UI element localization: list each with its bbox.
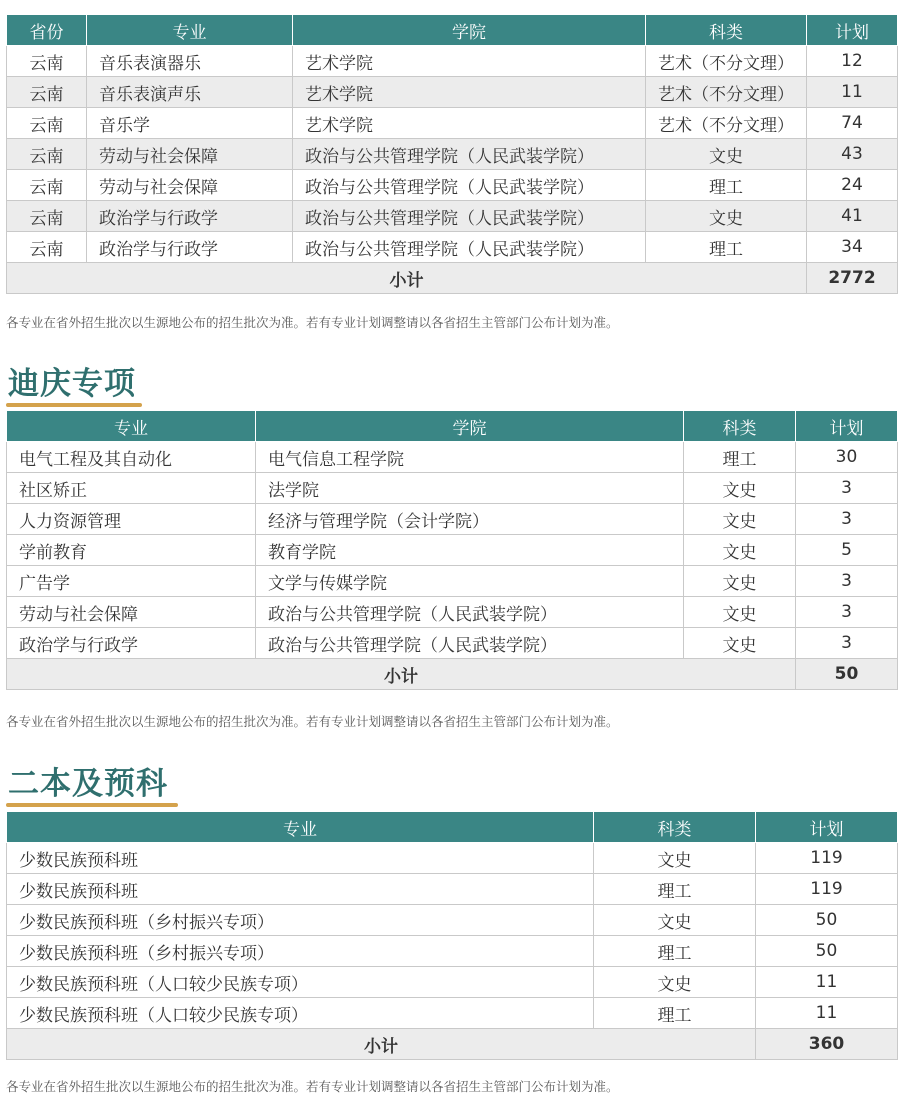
section3-note: 各专业在省外招生批次以生源地公布的招生批次为准。若有专业计划调整请以各省招生主管部门公布计划为准。 bbox=[6, 1079, 619, 1094]
cell-province: 云南 bbox=[7, 46, 87, 77]
table-row bbox=[7, 201, 898, 232]
header-major: 专业 bbox=[7, 812, 594, 843]
cell-category: 艺术（不分文理） bbox=[646, 77, 807, 108]
cell-major: 音乐表演器乐 bbox=[87, 46, 293, 77]
cell-category: 文史 bbox=[684, 566, 796, 597]
table-row bbox=[7, 108, 898, 139]
table-row bbox=[7, 936, 898, 967]
cell-major: 少数民族预科班（乡村振兴专项） bbox=[7, 936, 594, 967]
cell-college: 艺术学院 bbox=[293, 46, 646, 77]
header-plan: 计划 bbox=[796, 411, 898, 442]
cell-category: 理工 bbox=[684, 442, 796, 473]
cell-category: 文史 bbox=[594, 905, 756, 936]
table-row bbox=[7, 504, 898, 535]
cell-category: 艺术（不分文理） bbox=[646, 46, 807, 77]
cell-category: 文史 bbox=[684, 597, 796, 628]
header-plan: 计划 bbox=[807, 15, 898, 46]
section-title-diqing: 迪庆专项 bbox=[8, 366, 136, 402]
subtotal-value: 50 bbox=[796, 659, 898, 690]
second-tier-plan-table bbox=[6, 811, 898, 1060]
table-row bbox=[7, 998, 898, 1029]
header-plan: 计划 bbox=[756, 812, 898, 843]
cell-province: 云南 bbox=[7, 139, 87, 170]
cell-category: 艺术（不分文理） bbox=[646, 108, 807, 139]
cell-major: 劳动与社会保障 bbox=[7, 597, 256, 628]
cell-major: 广告学 bbox=[7, 566, 256, 597]
header-major: 专业 bbox=[87, 15, 293, 46]
yunnan-plan-table-block bbox=[6, 14, 897, 294]
cell-category: 理工 bbox=[594, 874, 756, 905]
cell-plan: 41 bbox=[807, 201, 898, 232]
table-header-row bbox=[7, 411, 898, 442]
table-row bbox=[7, 843, 898, 874]
cell-college: 政治与公共管理学院（人民武装学院） bbox=[293, 170, 646, 201]
subtotal-label: 小计 bbox=[7, 1029, 756, 1060]
section-title-underline bbox=[6, 803, 178, 807]
cell-plan: 74 bbox=[807, 108, 898, 139]
cell-major: 少数民族预科班 bbox=[7, 874, 594, 905]
second-tier-plan-table-block bbox=[6, 811, 897, 1060]
header-category: 科类 bbox=[646, 15, 807, 46]
table-row bbox=[7, 170, 898, 201]
cell-category: 文史 bbox=[594, 843, 756, 874]
cell-category: 文史 bbox=[646, 201, 807, 232]
cell-plan: 12 bbox=[807, 46, 898, 77]
cell-plan: 119 bbox=[756, 843, 898, 874]
cell-plan: 3 bbox=[796, 597, 898, 628]
cell-major: 音乐学 bbox=[87, 108, 293, 139]
cell-category: 理工 bbox=[646, 232, 807, 263]
cell-major: 少数民族预科班（人口较少民族专项） bbox=[7, 967, 594, 998]
cell-major: 政治学与行政学 bbox=[87, 201, 293, 232]
cell-plan: 24 bbox=[807, 170, 898, 201]
cell-province: 云南 bbox=[7, 77, 87, 108]
cell-plan: 3 bbox=[796, 473, 898, 504]
subtotal-label: 小计 bbox=[7, 263, 807, 294]
subtotal-value: 360 bbox=[756, 1029, 898, 1060]
header-province: 省份 bbox=[7, 15, 87, 46]
table-row bbox=[7, 597, 898, 628]
cell-plan: 3 bbox=[796, 504, 898, 535]
header-category: 科类 bbox=[594, 812, 756, 843]
table-row bbox=[7, 874, 898, 905]
cell-province: 云南 bbox=[7, 170, 87, 201]
cell-category: 文史 bbox=[684, 473, 796, 504]
cell-plan: 30 bbox=[796, 442, 898, 473]
cell-category: 理工 bbox=[594, 998, 756, 1029]
cell-major: 劳动与社会保障 bbox=[87, 139, 293, 170]
subtotal-row bbox=[7, 263, 898, 294]
cell-college: 艺术学院 bbox=[293, 77, 646, 108]
table-row bbox=[7, 535, 898, 566]
diqing-plan-table bbox=[6, 410, 898, 690]
table-row bbox=[7, 77, 898, 108]
cell-college: 政治与公共管理学院（人民武装学院） bbox=[256, 597, 684, 628]
cell-category: 文史 bbox=[594, 967, 756, 998]
subtotal-row bbox=[7, 1029, 898, 1060]
cell-major: 劳动与社会保障 bbox=[87, 170, 293, 201]
header-major: 专业 bbox=[7, 411, 256, 442]
table-row bbox=[7, 628, 898, 659]
cell-plan: 5 bbox=[796, 535, 898, 566]
cell-major: 音乐表演声乐 bbox=[87, 77, 293, 108]
subtotal-label: 小计 bbox=[7, 659, 796, 690]
table-row bbox=[7, 232, 898, 263]
table-row bbox=[7, 905, 898, 936]
subtotal-value: 2772 bbox=[807, 263, 898, 294]
cell-category: 理工 bbox=[646, 170, 807, 201]
cell-category: 文史 bbox=[646, 139, 807, 170]
cell-plan: 50 bbox=[756, 936, 898, 967]
cell-college: 经济与管理学院（会计学院） bbox=[256, 504, 684, 535]
cell-category: 文史 bbox=[684, 628, 796, 659]
cell-college: 法学院 bbox=[256, 473, 684, 504]
cell-college: 电气信息工程学院 bbox=[256, 442, 684, 473]
cell-plan: 3 bbox=[796, 628, 898, 659]
section-title-second-tier: 二本及预科 bbox=[8, 766, 168, 802]
cell-plan: 50 bbox=[756, 905, 898, 936]
cell-province: 云南 bbox=[7, 232, 87, 263]
table-row bbox=[7, 566, 898, 597]
table-row bbox=[7, 442, 898, 473]
cell-major: 少数民族预科班（人口较少民族专项） bbox=[7, 998, 594, 1029]
table1-note: 各专业在省外招生批次以生源地公布的招生批次为准。若有专业计划调整请以各省招生主管部门公布计划为准。 bbox=[6, 315, 619, 330]
section2-note: 各专业在省外招生批次以生源地公布的招生批次为准。若有专业计划调整请以各省招生主管部门公布计划为准。 bbox=[6, 714, 619, 729]
cell-major: 少数民族预科班 bbox=[7, 843, 594, 874]
cell-plan: 11 bbox=[756, 967, 898, 998]
cell-college: 政治与公共管理学院（人民武装学院） bbox=[256, 628, 684, 659]
cell-college: 教育学院 bbox=[256, 535, 684, 566]
table-header-row bbox=[7, 812, 898, 843]
cell-college: 政治与公共管理学院（人民武装学院） bbox=[293, 201, 646, 232]
cell-plan: 3 bbox=[796, 566, 898, 597]
cell-major: 学前教育 bbox=[7, 535, 256, 566]
subtotal-row bbox=[7, 659, 898, 690]
cell-major: 社区矫正 bbox=[7, 473, 256, 504]
table-row bbox=[7, 139, 898, 170]
cell-category: 理工 bbox=[594, 936, 756, 967]
cell-college: 政治与公共管理学院（人民武装学院） bbox=[293, 139, 646, 170]
cell-major: 政治学与行政学 bbox=[87, 232, 293, 263]
table-row bbox=[7, 967, 898, 998]
cell-plan: 34 bbox=[807, 232, 898, 263]
cell-category: 文史 bbox=[684, 504, 796, 535]
cell-category: 文史 bbox=[684, 535, 796, 566]
cell-college: 艺术学院 bbox=[293, 108, 646, 139]
cell-province: 云南 bbox=[7, 201, 87, 232]
diqing-plan-table-block bbox=[6, 410, 897, 690]
cell-plan: 43 bbox=[807, 139, 898, 170]
header-college: 学院 bbox=[256, 411, 684, 442]
header-college: 学院 bbox=[293, 15, 646, 46]
header-category: 科类 bbox=[684, 411, 796, 442]
table-row bbox=[7, 46, 898, 77]
cell-major: 人力资源管理 bbox=[7, 504, 256, 535]
cell-major: 少数民族预科班（乡村振兴专项） bbox=[7, 905, 594, 936]
cell-plan: 119 bbox=[756, 874, 898, 905]
yunnan-plan-table bbox=[6, 14, 898, 294]
cell-province: 云南 bbox=[7, 108, 87, 139]
cell-major: 电气工程及其自动化 bbox=[7, 442, 256, 473]
cell-major: 政治学与行政学 bbox=[7, 628, 256, 659]
cell-plan: 11 bbox=[756, 998, 898, 1029]
section-title-underline bbox=[6, 403, 142, 407]
table-row bbox=[7, 473, 898, 504]
table-header-row bbox=[7, 15, 898, 46]
cell-college: 文学与传媒学院 bbox=[256, 566, 684, 597]
cell-plan: 11 bbox=[807, 77, 898, 108]
cell-college: 政治与公共管理学院（人民武装学院） bbox=[293, 232, 646, 263]
